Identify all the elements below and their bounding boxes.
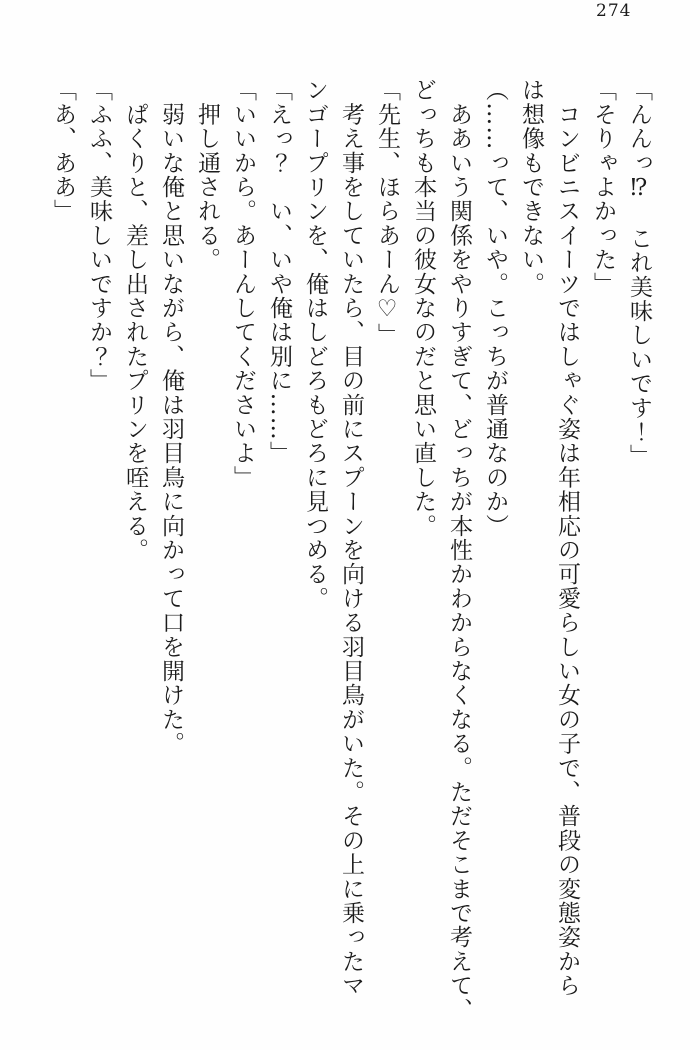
text-line: どっちも本当の彼女なのだと思い直した。 — [410, 78, 436, 538]
text-line: コンビニスイーツではしゃぐ姿は年相応の可愛らしい女の子で、普段の変態姿から — [554, 78, 580, 998]
text-line: 「そりゃよかった」 — [590, 78, 616, 296]
page-number: 274 — [596, 1, 632, 21]
text-line: ンゴープリンを、俺はしどろもどろに見つめる。 — [302, 78, 328, 611]
vertical-text-block — [45, 78, 657, 1028]
text-line: 「先生、ほらあーん♡」 — [374, 78, 400, 348]
text-line: ぱくりと、差し出されたプリンを咥える。 — [122, 78, 148, 562]
text-line: 考え事をしていたら、目の前にスプーンを向ける羽目鳥がいた。その上に乗ったマ — [338, 78, 364, 998]
text-line: は想像もできない。 — [518, 78, 544, 296]
text-line: 「ふふ、美味しいですか？」 — [86, 78, 112, 393]
text-line: 「えっ？ い、いや俺は別に……」 — [266, 78, 292, 466]
text-line: 押し通される。 — [194, 78, 220, 272]
text-line: 「いいから。あーんしてくださいよ」 — [230, 78, 256, 490]
text-line: ああいう関係をやりすぎて、どっちが本性かわからなくなる。ただそこまで考えて、 — [446, 78, 472, 1022]
text-line: 「あ、ああ」 — [50, 78, 76, 224]
text-line: 弱いな俺と思いながら、俺は羽目鳥に向かって口を開けた。 — [158, 78, 184, 756]
text-line: （……って、いや。こっちが普通なのか） — [482, 78, 508, 538]
text-line: 「んんっ⁉ これ美味しいです！」 — [626, 78, 652, 469]
